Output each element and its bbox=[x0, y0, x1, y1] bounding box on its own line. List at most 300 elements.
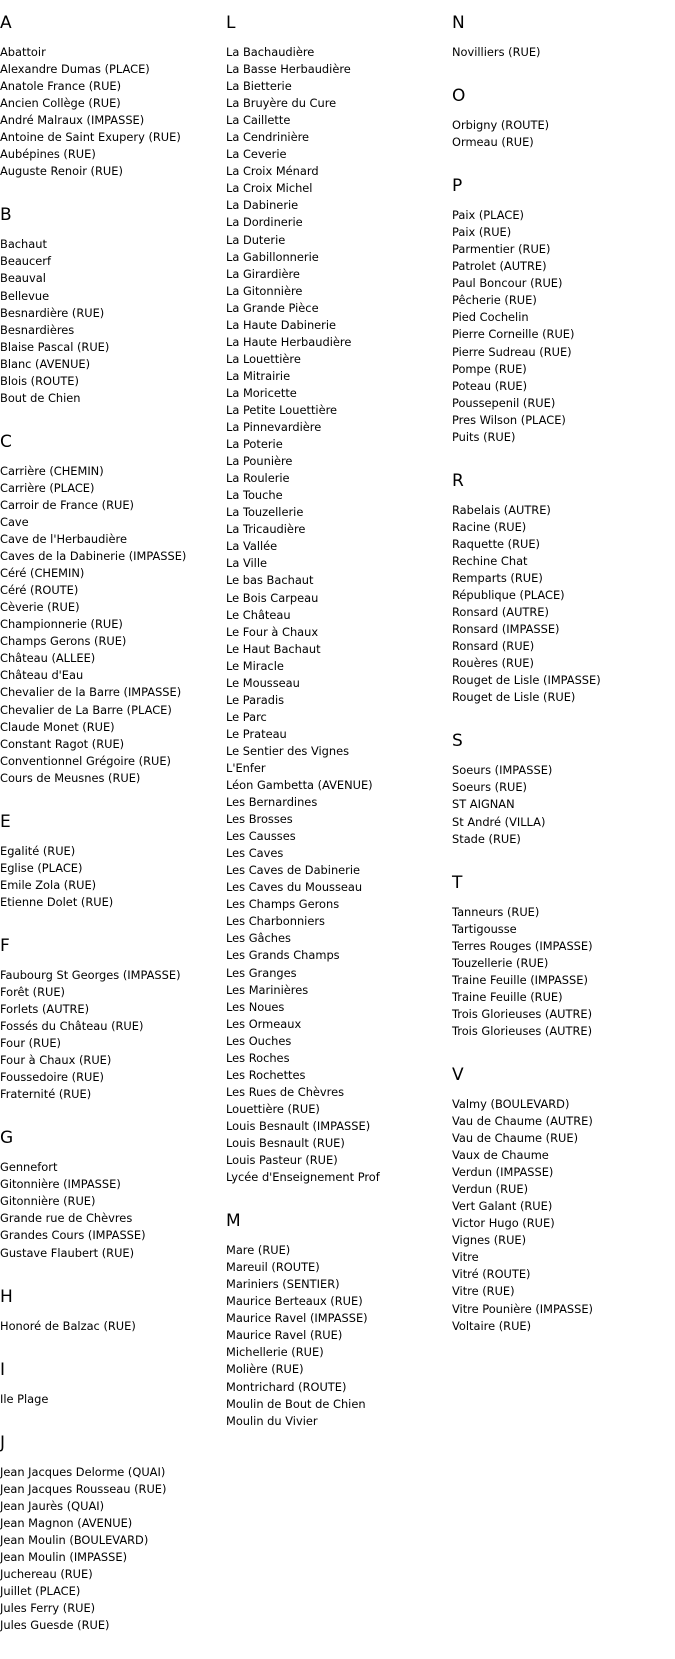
street-link[interactable]: La Pounière bbox=[226, 454, 293, 469]
street-link[interactable]: La Touzellerie bbox=[226, 505, 304, 520]
street-link[interactable]: La Bruyère du Cure bbox=[226, 96, 337, 111]
street-link[interactable]: Cours de Meusnes (RUE) bbox=[0, 770, 141, 785]
street-link[interactable]: La Petite Louettière bbox=[226, 402, 338, 417]
street-list-item bbox=[226, 1327, 451, 1344]
street-link[interactable]: Tartigousse bbox=[452, 921, 517, 936]
street-list bbox=[0, 1464, 225, 1634]
street-link[interactable]: Jean Moulin (BOULEVARD) bbox=[0, 1532, 149, 1547]
street-link[interactable]: Etienne Dolet (RUE) bbox=[0, 894, 114, 909]
street-link[interactable]: Gustave Flaubert (RUE) bbox=[0, 1245, 135, 1260]
street-link[interactable]: La Haute Herbaudière bbox=[226, 334, 352, 349]
street-link[interactable]: Mareuil (ROUTE) bbox=[226, 1260, 320, 1275]
street-link[interactable]: Four à Chaux (RUE) bbox=[0, 1053, 112, 1068]
street-list-item bbox=[0, 1549, 225, 1566]
street-link[interactable]: Jules Ferry (RUE) bbox=[0, 1601, 96, 1616]
street-link[interactable]: La Roulerie bbox=[226, 471, 290, 486]
street-link[interactable]: Tanneurs (RUE) bbox=[452, 904, 540, 919]
street-link[interactable]: Maurice Berteaux (RUE) bbox=[226, 1294, 363, 1309]
street-list bbox=[0, 1318, 225, 1335]
street-link[interactable]: Vitre bbox=[452, 1250, 479, 1265]
street-list-item bbox=[0, 1001, 225, 1018]
letter-heading: C bbox=[0, 431, 12, 452]
street-link[interactable]: Les Granges bbox=[226, 965, 297, 980]
street-list-item bbox=[0, 1617, 225, 1634]
street-list-item bbox=[226, 709, 451, 726]
street-list-item bbox=[226, 572, 451, 589]
street-list-item bbox=[226, 521, 451, 538]
street-link[interactable]: Jules Guesde (RUE) bbox=[0, 1618, 110, 1633]
street-link[interactable]: La Bietterie bbox=[226, 79, 292, 94]
street-link[interactable]: Ancien Collège (RUE) bbox=[0, 96, 121, 111]
street-link[interactable]: La Vallée bbox=[226, 539, 278, 554]
street-list-item bbox=[0, 1583, 225, 1600]
street-link[interactable]: André Malraux (IMPASSE) bbox=[0, 113, 145, 128]
street-list-item bbox=[0, 877, 225, 894]
street-link[interactable]: République (PLACE) bbox=[452, 588, 565, 603]
street-link[interactable]: La Croix Michel bbox=[226, 181, 313, 196]
street-link[interactable]: Le Bois Carpeau bbox=[226, 590, 319, 605]
street-link[interactable]: Auguste Renoir (RUE) bbox=[0, 164, 123, 179]
street-link[interactable]: Les Rochettes bbox=[226, 1067, 306, 1082]
street-link[interactable]: La Dordinerie bbox=[226, 215, 303, 230]
street-link[interactable]: Carrière (CHEMIN) bbox=[0, 463, 104, 478]
street-list-item bbox=[226, 1033, 451, 1050]
street-list-item bbox=[0, 1318, 225, 1335]
street-list-item bbox=[226, 1396, 451, 1413]
street-list-item bbox=[226, 760, 451, 777]
street-link[interactable]: La Gitonnière bbox=[226, 283, 303, 298]
street-link[interactable]: Grandes Cours (IMPASSE) bbox=[0, 1228, 146, 1243]
street-link[interactable]: Vaux de Chaume bbox=[452, 1148, 549, 1163]
street-list-item bbox=[226, 1050, 451, 1067]
street-link[interactable]: Forêt (RUE) bbox=[0, 984, 65, 999]
street-link[interactable]: Maurice Ravel (IMPASSE) bbox=[226, 1311, 368, 1326]
street-link[interactable]: Patrolet (AUTRE) bbox=[452, 259, 547, 274]
street-list-item bbox=[226, 1101, 451, 1118]
street-link[interactable]: Champs Gerons (RUE) bbox=[0, 634, 127, 649]
street-list-item bbox=[452, 814, 675, 831]
street-link[interactable]: Carroir de France (RUE) bbox=[0, 497, 134, 512]
street-link[interactable]: Léon Gambetta (AVENUE) bbox=[226, 778, 373, 793]
street-link[interactable]: Jean Moulin (IMPASSE) bbox=[0, 1549, 128, 1564]
street-link[interactable]: La Caillette bbox=[226, 113, 291, 128]
street-link[interactable]: St André (VILLA) bbox=[452, 814, 546, 829]
street-list-item bbox=[0, 1515, 225, 1532]
street-list-item bbox=[452, 689, 675, 706]
street-link[interactable]: Voltaire (RUE) bbox=[452, 1318, 532, 1333]
street-list-item bbox=[226, 402, 451, 419]
street-link[interactable]: Abattoir bbox=[0, 45, 46, 59]
street-link[interactable]: Château d'Eau bbox=[0, 668, 84, 683]
street-link[interactable]: Les Charbonniers bbox=[226, 914, 325, 929]
street-link[interactable]: Stade (RUE) bbox=[452, 831, 521, 846]
street-link[interactable]: La Ville bbox=[226, 556, 267, 571]
street-link[interactable]: Beaucerf bbox=[0, 254, 51, 269]
street-link[interactable]: Les Bernardines bbox=[226, 795, 318, 810]
street-list bbox=[0, 44, 225, 180]
street-link[interactable]: Les Ormeaux bbox=[226, 1016, 302, 1031]
street-link[interactable]: Bout de Chien bbox=[0, 390, 81, 405]
street-link[interactable]: Vitre Pounière (IMPASSE) bbox=[452, 1301, 594, 1316]
street-list-item bbox=[0, 1532, 225, 1549]
street-list bbox=[452, 117, 675, 151]
street-list-item bbox=[226, 982, 451, 999]
street-link[interactable]: Jean Magnon (AVENUE) bbox=[0, 1515, 133, 1530]
street-link[interactable]: Verdun (RUE) bbox=[452, 1182, 529, 1197]
street-link[interactable]: Pêcherie (RUE) bbox=[452, 293, 537, 308]
street-link[interactable]: Juchereau (RUE) bbox=[0, 1566, 93, 1581]
street-list-item bbox=[452, 1006, 675, 1023]
street-link[interactable]: Les Caves bbox=[226, 846, 284, 861]
street-link[interactable]: Le Haut Bachaut bbox=[226, 641, 321, 656]
street-link[interactable]: Emile Zola (RUE) bbox=[0, 877, 97, 892]
street-list-item bbox=[226, 1169, 451, 1186]
street-list-item bbox=[0, 163, 225, 180]
street-link[interactable]: Moulin du Vivier bbox=[226, 1413, 318, 1428]
street-list-item bbox=[0, 599, 225, 616]
street-link[interactable]: Le Mousseau bbox=[226, 675, 300, 690]
street-link[interactable]: Molière (RUE) bbox=[226, 1362, 304, 1377]
street-link[interactable]: Paul Boncour (RUE) bbox=[452, 276, 563, 291]
letter-group-b bbox=[0, 205, 225, 406]
street-list-item bbox=[0, 1086, 225, 1103]
street-link[interactable]: Le Four à Chaux bbox=[226, 624, 319, 639]
street-link[interactable]: Antoine de Saint Exupery (RUE) bbox=[0, 130, 181, 145]
street-link[interactable]: Raquette (RUE) bbox=[452, 536, 540, 551]
street-link[interactable]: Le Miracle bbox=[226, 658, 284, 673]
street-link[interactable]: Mare (RUE) bbox=[226, 1243, 291, 1258]
street-link[interactable]: Championnerie (RUE) bbox=[0, 617, 123, 632]
street-list-item bbox=[226, 1310, 451, 1327]
street-link[interactable]: Paix (PLACE) bbox=[452, 208, 524, 223]
street-link[interactable]: Chevalier de La Barre (PLACE) bbox=[0, 702, 172, 717]
street-link[interactable]: ST AIGNAN bbox=[452, 797, 515, 812]
street-link[interactable]: Gitonnière (RUE) bbox=[0, 1194, 96, 1209]
street-link[interactable]: Alexandre Dumas (PLACE) bbox=[0, 62, 150, 77]
street-link[interactable]: Le Château bbox=[226, 607, 291, 622]
street-link[interactable]: Ronsard (IMPASSE) bbox=[452, 622, 560, 637]
street-list-item bbox=[226, 1084, 451, 1101]
street-link[interactable]: Rouget de Lisle (IMPASSE) bbox=[452, 673, 601, 688]
street-link[interactable]: Egalité (RUE) bbox=[0, 843, 76, 858]
street-link[interactable]: Le Parc bbox=[226, 709, 267, 724]
street-link[interactable]: Les Roches bbox=[226, 1050, 290, 1065]
street-link[interactable]: Les Brosses bbox=[226, 812, 293, 827]
street-link[interactable]: Montrichard (ROUTE) bbox=[226, 1379, 347, 1394]
street-list-item bbox=[0, 95, 225, 112]
street-list-item bbox=[226, 862, 451, 879]
street-link[interactable]: Le Paradis bbox=[226, 692, 285, 707]
street-link[interactable]: Fraternité (RUE) bbox=[0, 1087, 92, 1102]
street-link[interactable]: Les Caves du Mousseau bbox=[226, 880, 363, 895]
street-link[interactable]: Vignes (RUE) bbox=[452, 1233, 527, 1248]
street-list-item bbox=[0, 339, 225, 356]
street-link[interactable]: Pierre Sudreau (RUE) bbox=[452, 344, 572, 359]
letter-group-v bbox=[452, 1065, 675, 1335]
street-link[interactable]: Rechine Chat bbox=[452, 553, 528, 568]
street-list bbox=[0, 843, 225, 911]
street-link[interactable]: Terres Rouges (IMPASSE) bbox=[452, 938, 593, 953]
street-link[interactable]: Vau de Chaume (RUE) bbox=[452, 1131, 579, 1146]
street-link[interactable]: La Louettière bbox=[226, 351, 301, 366]
street-list-item bbox=[0, 1464, 225, 1481]
street-link[interactable]: La Tricaudière bbox=[226, 522, 306, 537]
street-link[interactable]: Conventionnel Grégoire (RUE) bbox=[0, 753, 171, 768]
street-link[interactable]: Carrière (PLACE) bbox=[0, 480, 95, 495]
street-list-item bbox=[226, 675, 451, 692]
letter-heading: N bbox=[452, 13, 465, 33]
street-list-item bbox=[0, 719, 225, 736]
street-list-item bbox=[0, 305, 225, 322]
street-link[interactable]: Poussepenil (RUE) bbox=[452, 395, 556, 410]
letter-heading: T bbox=[452, 872, 463, 893]
street-link[interactable]: Bellevue bbox=[0, 288, 50, 303]
street-list-item bbox=[226, 641, 451, 658]
street-link[interactable]: Besnardières bbox=[0, 322, 75, 337]
letter-heading: F bbox=[0, 935, 10, 956]
street-list-item bbox=[226, 811, 451, 828]
street-list bbox=[226, 44, 451, 1186]
street-link[interactable]: Pompe (RUE) bbox=[452, 361, 527, 376]
street-link[interactable]: Trois Glorieuses (AUTRE) bbox=[452, 1023, 593, 1038]
street-list-item bbox=[226, 334, 451, 351]
street-link[interactable]: Blois (ROUTE) bbox=[0, 373, 79, 388]
letter-group-n bbox=[452, 13, 675, 61]
street-link[interactable]: Aubépines (RUE) bbox=[0, 147, 96, 162]
street-link[interactable]: Touzellerie (RUE) bbox=[452, 955, 549, 970]
street-link[interactable]: Michellerie (RUE) bbox=[226, 1345, 324, 1360]
street-link[interactable]: La Grande Pièce bbox=[226, 300, 319, 315]
street-list-item bbox=[452, 955, 675, 972]
street-index-column-3 bbox=[452, 0, 675, 1360]
street-link[interactable]: La Pinnevardière bbox=[226, 420, 322, 435]
street-link[interactable]: Anatole France (RUE) bbox=[0, 79, 122, 94]
street-list-item bbox=[226, 249, 451, 266]
street-link[interactable]: Foussedoire (RUE) bbox=[0, 1070, 104, 1085]
street-link[interactable]: Besnardière (RUE) bbox=[0, 305, 105, 320]
street-list-item bbox=[226, 913, 451, 930]
street-link[interactable]: Rabelais (AUTRE) bbox=[452, 502, 551, 517]
street-link[interactable]: La Touche bbox=[226, 488, 283, 503]
street-link[interactable]: Moulin de Bout de Chien bbox=[226, 1396, 366, 1411]
street-link[interactable]: Pierre Corneille (RUE) bbox=[452, 327, 575, 342]
street-link[interactable]: Céré (ROUTE) bbox=[0, 583, 79, 598]
street-link[interactable]: La Haute Dabinerie bbox=[226, 317, 337, 332]
street-link[interactable]: Parmentier (RUE) bbox=[452, 242, 551, 257]
street-link[interactable]: Paix (RUE) bbox=[452, 225, 512, 240]
street-link[interactable]: Jean Jaurès (QUAI) bbox=[0, 1498, 105, 1513]
letter-heading: A bbox=[0, 13, 12, 33]
letter-heading: E bbox=[0, 811, 11, 832]
street-link[interactable]: La Dabinerie bbox=[226, 198, 299, 213]
street-link[interactable]: L'Enfer bbox=[226, 760, 266, 775]
street-link[interactable]: Le Prateau bbox=[226, 726, 287, 741]
street-list-item bbox=[0, 44, 225, 61]
street-link[interactable]: Traine Feuille (IMPASSE) bbox=[452, 972, 588, 987]
street-link[interactable]: Maurice Ravel (RUE) bbox=[226, 1328, 343, 1343]
street-link[interactable]: Louis Besnault (RUE) bbox=[226, 1136, 345, 1150]
street-list-item bbox=[452, 241, 675, 258]
street-list-item bbox=[0, 1193, 225, 1210]
street-link[interactable]: Soeurs (IMPASSE) bbox=[452, 763, 553, 778]
street-link[interactable]: Rouères (RUE) bbox=[452, 656, 534, 671]
letter-heading: S bbox=[452, 731, 463, 752]
street-link[interactable]: Constant Ragot (RUE) bbox=[0, 736, 125, 751]
street-link[interactable]: Lycée d'Enseignement Prof bbox=[226, 1170, 380, 1185]
street-link[interactable]: Château (ALLEE) bbox=[0, 651, 96, 666]
street-link[interactable]: Cave bbox=[0, 514, 29, 529]
street-list-item bbox=[0, 356, 225, 373]
street-link[interactable]: Honoré de Balzac (RUE) bbox=[0, 1318, 136, 1333]
street-list-item bbox=[452, 1130, 675, 1147]
street-link[interactable]: La Gabillonnerie bbox=[226, 249, 319, 264]
street-link[interactable]: Ronsard (RUE) bbox=[452, 639, 535, 654]
street-link[interactable]: Claude Monet (RUE) bbox=[0, 719, 115, 734]
street-link[interactable]: Valmy (BOULEVARD) bbox=[452, 1096, 570, 1111]
street-link[interactable]: La Cendrinière bbox=[226, 130, 310, 145]
street-list-item bbox=[0, 129, 225, 146]
street-link[interactable]: Cèverie (RUE) bbox=[0, 600, 80, 615]
street-link[interactable]: La Croix Ménard bbox=[226, 164, 319, 179]
street-link[interactable]: Fossés du Château (RUE) bbox=[0, 1019, 144, 1034]
street-list-item bbox=[226, 1067, 451, 1084]
street-link[interactable]: Novilliers (RUE) bbox=[452, 45, 541, 59]
street-link[interactable]: Les Caves de Dabinerie bbox=[226, 863, 361, 878]
street-link[interactable]: Faubourg St Georges (IMPASSE) bbox=[0, 967, 181, 982]
street-link[interactable]: La Duterie bbox=[226, 232, 286, 247]
street-link[interactable]: Les Rues de Chèvres bbox=[226, 1084, 345, 1099]
street-link[interactable]: Eglise (PLACE) bbox=[0, 860, 83, 875]
street-link[interactable]: Les Gâches bbox=[226, 931, 291, 946]
street-link[interactable]: Les Grands Champs bbox=[226, 948, 340, 963]
street-link[interactable]: Puits (RUE) bbox=[452, 429, 516, 444]
street-list-item bbox=[0, 548, 225, 565]
letter-group-e bbox=[0, 812, 225, 911]
street-list-item bbox=[0, 322, 225, 339]
street-link[interactable]: Le Sentier des Vignes bbox=[226, 743, 350, 758]
street-link[interactable]: Caves de la Dabinerie (IMPASSE) bbox=[0, 549, 187, 564]
street-list-item bbox=[226, 78, 451, 95]
street-list-item bbox=[452, 536, 675, 553]
street-list-item bbox=[226, 624, 451, 641]
street-list-item bbox=[226, 300, 451, 317]
letter-heading: L bbox=[226, 13, 236, 33]
street-link[interactable]: Poteau (RUE) bbox=[452, 378, 528, 393]
street-list-item bbox=[452, 44, 675, 61]
street-link[interactable]: Louettière (RUE) bbox=[226, 1101, 320, 1116]
street-link[interactable]: Les Marinières bbox=[226, 982, 309, 997]
street-list bbox=[452, 1096, 675, 1335]
street-list-item bbox=[226, 419, 451, 436]
street-link[interactable]: La Poterie bbox=[226, 437, 283, 452]
street-link[interactable]: La Basse Herbaudière bbox=[226, 62, 351, 77]
street-link[interactable]: Jean Jacques Rousseau (RUE) bbox=[0, 1481, 167, 1496]
street-list-item bbox=[226, 999, 451, 1016]
street-link[interactable]: La Bachaudière bbox=[226, 45, 315, 59]
street-link[interactable]: Juillet (PLACE) bbox=[0, 1584, 81, 1598]
street-list-item bbox=[0, 967, 225, 984]
street-link[interactable]: Traine Feuille (RUE) bbox=[452, 989, 563, 1004]
street-link[interactable]: La Mitrairie bbox=[226, 368, 291, 383]
street-link[interactable]: Les Noues bbox=[226, 999, 285, 1014]
street-list-item bbox=[452, 638, 675, 655]
street-link[interactable]: Cave de l'Herbaudière bbox=[0, 532, 127, 547]
street-link[interactable]: Pied Cochelin bbox=[452, 310, 529, 325]
street-list-item bbox=[452, 972, 675, 989]
street-link[interactable]: La Moricette bbox=[226, 385, 297, 400]
street-link[interactable]: Céré (CHEMIN) bbox=[0, 566, 85, 581]
street-link[interactable]: Ile Plage bbox=[0, 1391, 49, 1406]
street-link[interactable]: Vert Galant (RUE) bbox=[452, 1199, 553, 1214]
street-link[interactable]: Blaise Pascal (RUE) bbox=[0, 339, 110, 354]
street-list-item bbox=[452, 1181, 675, 1198]
street-link[interactable]: Soeurs (RUE) bbox=[452, 780, 528, 795]
street-list-item bbox=[0, 770, 225, 787]
street-link[interactable]: Les Causses bbox=[226, 829, 296, 844]
street-list-item bbox=[0, 684, 225, 701]
letter-heading: H bbox=[0, 1286, 13, 1307]
street-link[interactable]: Pres Wilson (PLACE) bbox=[452, 412, 566, 427]
street-link[interactable]: La Ceverie bbox=[226, 147, 287, 162]
street-list-item bbox=[226, 692, 451, 709]
street-link[interactable]: Les Champs Gerons bbox=[226, 897, 340, 912]
street-link[interactable]: Vau de Chaume (AUTRE) bbox=[452, 1114, 593, 1129]
street-link[interactable]: Gennefort bbox=[0, 1160, 58, 1175]
street-link[interactable]: Bachaut bbox=[0, 237, 47, 252]
street-list-item bbox=[226, 777, 451, 794]
street-list-item bbox=[452, 361, 675, 378]
street-list-item bbox=[226, 947, 451, 964]
street-link[interactable]: Blanc (AVENUE) bbox=[0, 356, 91, 371]
letter-group-a bbox=[0, 13, 225, 180]
street-list-item bbox=[0, 616, 225, 633]
street-link[interactable]: Forlets (AUTRE) bbox=[0, 1002, 90, 1017]
street-list-item bbox=[226, 1152, 451, 1169]
street-link[interactable]: Verdun (IMPASSE) bbox=[452, 1165, 554, 1180]
street-link[interactable]: Victor Hugo (RUE) bbox=[452, 1216, 555, 1231]
street-link[interactable]: Les Ouches bbox=[226, 1033, 292, 1048]
street-link[interactable]: Remparts (RUE) bbox=[452, 570, 543, 585]
street-link[interactable]: Four (RUE) bbox=[0, 1036, 61, 1051]
street-list bbox=[226, 1242, 451, 1430]
street-link[interactable]: Vitre (RUE) bbox=[452, 1284, 515, 1299]
letter-group-m bbox=[226, 1211, 451, 1430]
street-link[interactable]: Chevalier de la Barre (IMPASSE) bbox=[0, 685, 182, 700]
street-link[interactable]: Trois Glorieuses (AUTRE) bbox=[452, 1006, 593, 1021]
street-link[interactable]: Ormeau (RUE) bbox=[452, 135, 534, 150]
street-link[interactable]: Mariniers (SENTIER) bbox=[226, 1277, 340, 1292]
street-link[interactable]: Rouget de Lisle (RUE) bbox=[452, 690, 576, 705]
street-link[interactable]: Grande rue de Chèvres bbox=[0, 1211, 133, 1226]
street-link[interactable]: Orbigny (ROUTE) bbox=[452, 118, 550, 133]
street-link[interactable]: Louis Pasteur (RUE) bbox=[226, 1153, 338, 1168]
street-link[interactable]: Louis Besnault (IMPASSE) bbox=[226, 1118, 371, 1133]
street-list-item bbox=[226, 504, 451, 521]
street-link[interactable]: Beauval bbox=[0, 271, 46, 286]
street-link[interactable]: La Girardière bbox=[226, 266, 300, 281]
street-link[interactable]: Ronsard (AUTRE) bbox=[452, 605, 549, 620]
street-list-item bbox=[0, 253, 225, 270]
letter-group-c bbox=[0, 432, 225, 787]
street-link[interactable]: Jean Jacques Delorme (QUAI) bbox=[0, 1464, 166, 1479]
street-link[interactable]: Gitonnière (IMPASSE) bbox=[0, 1177, 121, 1192]
street-list-item bbox=[226, 1135, 451, 1152]
street-link[interactable]: Vitré (ROUTE) bbox=[452, 1267, 531, 1282]
street-list-item bbox=[0, 1035, 225, 1052]
street-link[interactable]: Le bas Bachaut bbox=[226, 573, 314, 588]
street-link[interactable]: Racine (RUE) bbox=[452, 519, 527, 534]
street-list-item bbox=[226, 879, 451, 896]
